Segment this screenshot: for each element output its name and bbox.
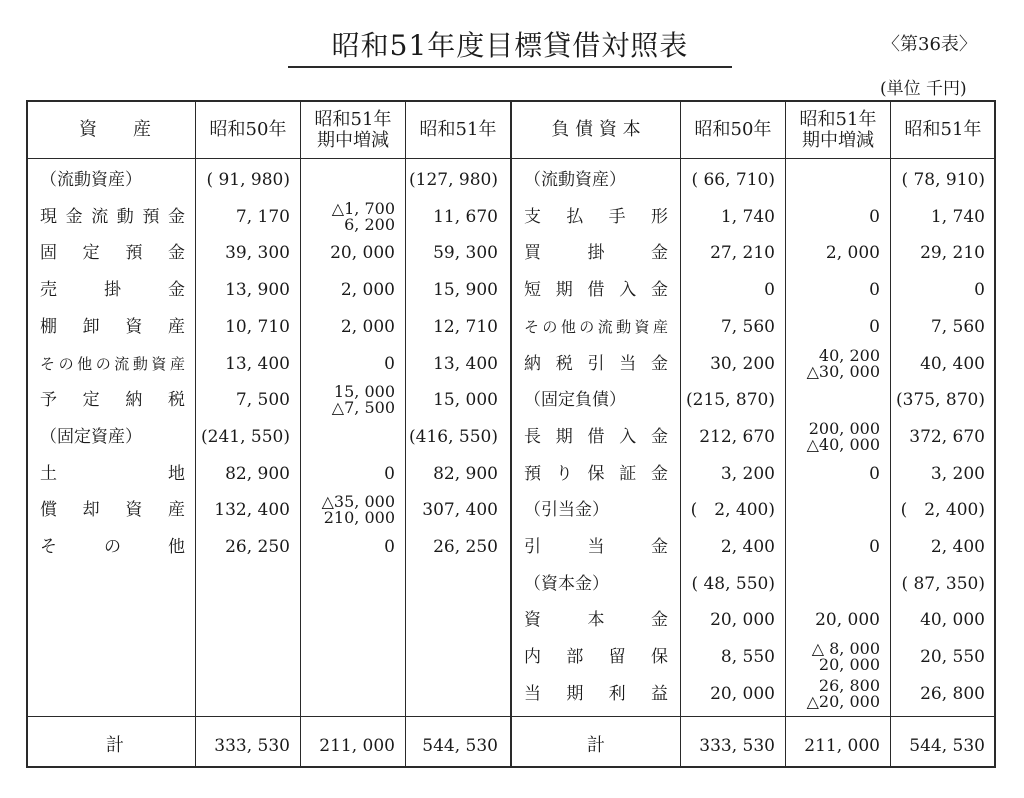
liabilities-s50: 27, 210 — [710, 243, 775, 263]
liabilities-change-line2: △30, 000 — [806, 362, 880, 381]
assets-change-line1: △35, 000 — [321, 492, 395, 511]
liabilities-s50: 212, 670 — [699, 427, 775, 447]
liabilities-s50: 0 — [764, 280, 775, 300]
liabilities-s51: 0 — [974, 280, 985, 300]
liabilities-label: 納 税 引 当 金 — [524, 354, 668, 374]
assets-s51: 13, 400 — [433, 354, 498, 374]
liabilities-change: 20, 000 — [815, 610, 880, 630]
assets-s51: 307, 400 — [422, 500, 498, 520]
liabilities-label: 資 本 金 — [524, 610, 668, 630]
liabilities-s51: 40, 400 — [920, 354, 985, 374]
liabilities-label: 預 り 保 証 金 — [524, 464, 668, 484]
total-liab-change: 211, 000 — [804, 736, 880, 756]
liabilities-change: 0 — [869, 317, 880, 337]
assets-s50: 7, 500 — [235, 390, 290, 410]
assets-change-line2: 6, 200 — [344, 215, 395, 234]
assets-s51: (127, 980) — [409, 170, 498, 190]
assets-s51: (416, 550) — [409, 427, 498, 447]
assets-label: 棚 卸 資 産 — [40, 317, 185, 337]
liabilities-label: そ の 他 の 流 動 資 産 — [524, 318, 668, 336]
liabilities-s50: 7, 560 — [720, 317, 775, 337]
liabilities-change: 2, 000 — [825, 243, 880, 263]
liabilities-s51: 7, 560 — [930, 317, 985, 337]
assets-change: 2, 000 — [340, 317, 395, 337]
liabilities-s51: 29, 210 — [920, 243, 985, 263]
center-divider — [510, 100, 512, 768]
assets-label: 予 定 納 税 — [40, 390, 185, 410]
unit-label: (単位 千円) — [880, 79, 967, 99]
liabilities-s50: ( 66, 710) — [691, 170, 775, 190]
total-liab-s51: 544, 530 — [909, 736, 985, 756]
liabilities-change-line2: 20, 000 — [818, 655, 880, 674]
liabilities-s51: 3, 200 — [930, 464, 985, 484]
assets-label: 売 掛 金 — [40, 280, 185, 300]
liabilities-s51: 372, 670 — [909, 427, 985, 447]
total-asset-s50: 333, 530 — [214, 736, 290, 756]
assets-s50: (241, 550) — [201, 427, 290, 447]
assets-label: 現 金 流 動 預 金 — [40, 207, 185, 227]
assets-label: 償 却 資 産 — [40, 500, 185, 520]
header-liabilities: 負 債 資 本 — [551, 119, 641, 140]
assets-s50: 82, 900 — [225, 464, 290, 484]
assets-s51: 15, 900 — [433, 280, 498, 300]
liabilities-label: 買 掛 金 — [524, 243, 668, 263]
liabilities-label: （流動資産） — [524, 170, 626, 190]
assets-s50: 13, 900 — [225, 280, 290, 300]
liabilities-label: 引 当 金 — [524, 537, 668, 557]
liabilities-s50: (215, 870) — [686, 390, 775, 410]
header-s50: 昭和50年 — [209, 119, 287, 140]
assets-label: （流動資産） — [40, 170, 142, 190]
assets-s51: 11, 670 — [433, 207, 498, 227]
liabilities-s50: ( 48, 550) — [691, 574, 775, 594]
total-liab-s50: 333, 530 — [699, 736, 775, 756]
page-title: 昭和51年度目標貸借対照表 — [288, 26, 732, 68]
assets-label: 土 地 — [40, 464, 185, 484]
liabilities-label: （固定負債） — [524, 390, 626, 410]
liabilities-label: 内 部 留 保 — [524, 647, 668, 667]
liabilities-label: 当 期 利 益 — [524, 684, 668, 704]
total-label: 計 — [587, 735, 605, 756]
liabilities-s50: 30, 200 — [710, 354, 775, 374]
assets-s50: 10, 710 — [225, 317, 290, 337]
assets-label: そ の 他 の 流 動 資 産 — [40, 355, 185, 373]
assets-s50: 26, 250 — [225, 537, 290, 557]
assets-change-line2: 210, 000 — [323, 508, 395, 527]
assets-change: 0 — [384, 464, 395, 484]
assets-s50: 13, 400 — [225, 354, 290, 374]
liabilities-s51: 2, 400 — [930, 537, 985, 557]
assets-change-line2: △7, 500 — [331, 398, 395, 417]
assets-change-line1: 15, 000 — [333, 382, 395, 401]
assets-label: 固 定 預 金 — [40, 243, 185, 263]
header-s51: 昭和51年 — [419, 119, 497, 140]
liabilities-s50: 8, 550 — [720, 647, 775, 667]
liabilities-label: 短 期 借 入 金 — [524, 280, 668, 300]
assets-s51: 59, 300 — [433, 243, 498, 263]
total-asset-s51: 544, 530 — [422, 736, 498, 756]
header-s50: 昭和50年 — [694, 119, 772, 140]
table-number: 〈第36表〉 — [882, 34, 977, 55]
liabilities-s51: 20, 550 — [920, 647, 985, 667]
liabilities-s50: 20, 000 — [710, 610, 775, 630]
liabilities-s51: (375, 870) — [896, 390, 985, 410]
assets-s51: 82, 900 — [433, 464, 498, 484]
liabilities-change-line1: 40, 200 — [818, 346, 880, 365]
liabilities-s50: ( 2, 400) — [690, 500, 775, 520]
liabilities-s50: 2, 400 — [720, 537, 775, 557]
total-label: 計 — [106, 735, 124, 756]
liabilities-label: 支 払 手 形 — [524, 207, 668, 227]
liabilities-s50: 1, 740 — [720, 207, 775, 227]
liabilities-change-line1: 200, 000 — [808, 419, 880, 438]
liabilities-label: （資本金） — [524, 574, 609, 594]
header-assets: 資 産 — [79, 119, 151, 140]
assets-change: 0 — [384, 537, 395, 557]
liabilities-s51: ( 2, 400) — [900, 500, 985, 520]
liabilities-change-line2: △40, 000 — [806, 435, 880, 454]
liabilities-s51: ( 87, 350) — [901, 574, 985, 594]
assets-s51: 12, 710 — [433, 317, 498, 337]
header-change-line2: 期中増減 — [317, 130, 389, 151]
assets-label: （固定資産） — [40, 427, 142, 447]
header-change-line2: 期中増減 — [802, 130, 874, 151]
assets-change-line1: △1, 700 — [331, 199, 395, 218]
assets-label: そ の 他 — [40, 537, 185, 557]
assets-s51: 15, 000 — [433, 390, 498, 410]
liabilities-change: 0 — [869, 537, 880, 557]
assets-change: 20, 000 — [330, 243, 395, 263]
liabilities-label: （引当金） — [524, 500, 609, 520]
liabilities-s50: 3, 200 — [720, 464, 775, 484]
liabilities-s50: 20, 000 — [710, 684, 775, 704]
header-change-line1: 昭和51年 — [314, 109, 392, 130]
header-change-line1: 昭和51年 — [799, 109, 877, 130]
total-asset-change: 211, 000 — [319, 736, 395, 756]
liabilities-s51: 40, 000 — [920, 610, 985, 630]
liabilities-change: 0 — [869, 464, 880, 484]
liabilities-label: 長 期 借 入 金 — [524, 427, 668, 447]
header-rule — [26, 158, 996, 159]
assets-change: 2, 000 — [340, 280, 395, 300]
assets-s50: ( 91, 980) — [206, 170, 290, 190]
assets-s50: 39, 300 — [225, 243, 290, 263]
liabilities-s51: 1, 740 — [930, 207, 985, 227]
liabilities-s51: ( 78, 910) — [901, 170, 985, 190]
liabilities-change: 0 — [869, 280, 880, 300]
liabilities-change-line1: △ 8, 000 — [811, 639, 880, 658]
assets-change: 0 — [384, 354, 395, 374]
liabilities-change: 0 — [869, 207, 880, 227]
liabilities-change-line2: △20, 000 — [806, 692, 880, 711]
assets-s51: 26, 250 — [433, 537, 498, 557]
header-s51: 昭和51年 — [904, 119, 982, 140]
liabilities-change-line1: 26, 800 — [818, 676, 880, 695]
liabilities-s51: 26, 800 — [920, 684, 985, 704]
assets-s50: 132, 400 — [214, 500, 290, 520]
assets-s50: 7, 170 — [235, 207, 290, 227]
total-rule — [26, 716, 996, 717]
